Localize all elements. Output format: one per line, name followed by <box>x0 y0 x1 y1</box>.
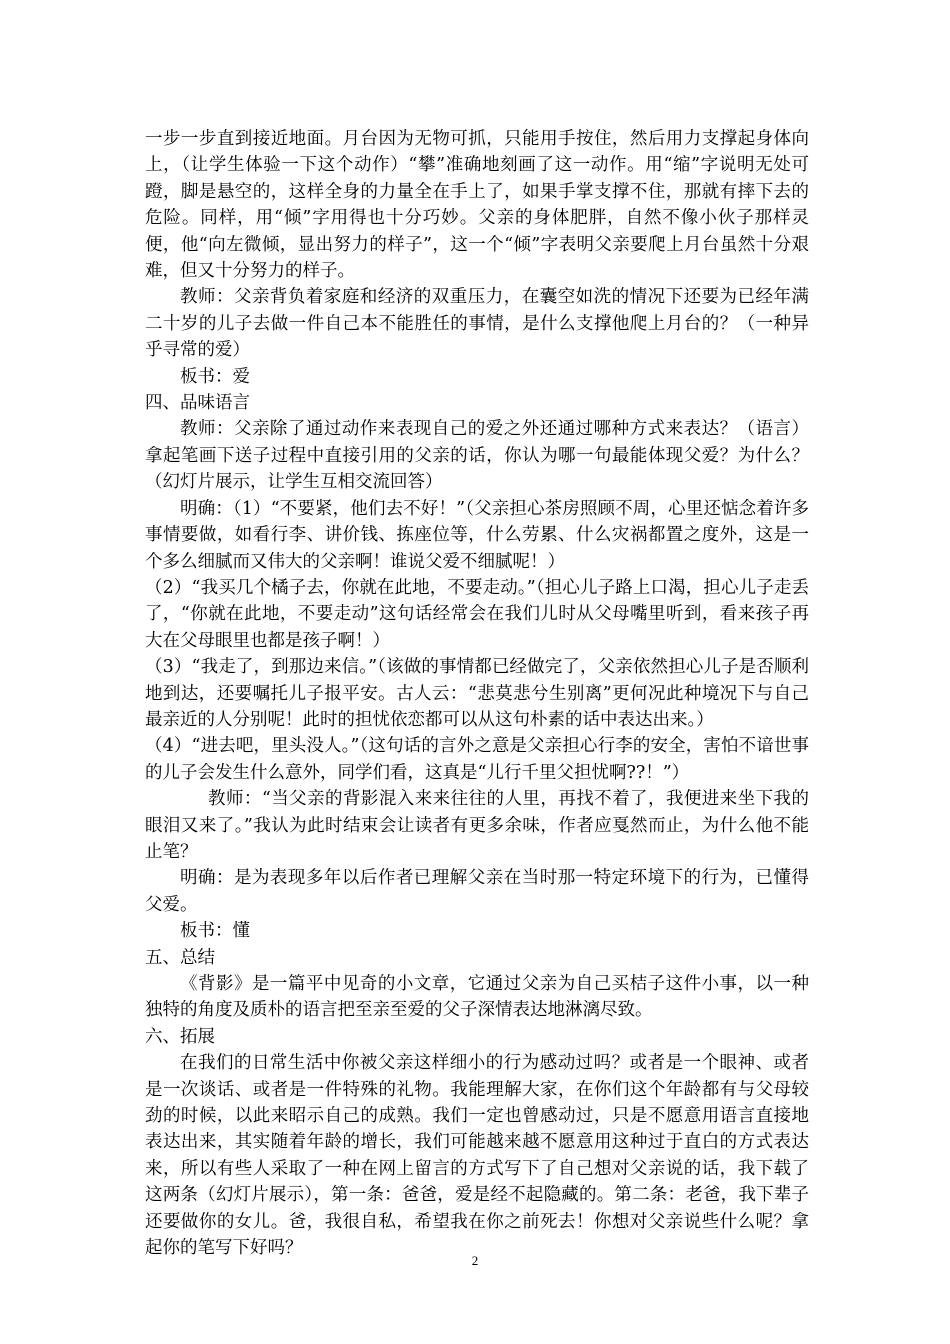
paragraph-8: 教师：“当父亲的背影混入来来往往的人里，再找不着了，我便进来坐下我的眼泪又来了。”我认为此时结束会让读者有更多余味，作者应戛然而止，为什么他不能止笔？ <box>145 789 809 862</box>
paragraph-7: （4）“进去吧，里头没人。”（这句话的言外之意是父亲担心行李的安全，害怕不谙世事的儿子会发生什么意外，同学们看，这真是“儿行千里父担忧啊??！”） <box>145 736 809 783</box>
paragraph-11: 在我们的日常生活中你被父亲这样细小的行为感动过吗？或者是一个眼神、或者是一次谈话、或者是一件特殊的礼物。我能理解大家，在你们这个年龄都有与父母较劲的时候，以此来昭示自己的成熟。我们一定也曾感动过，只是不愿意用语言直接地表达出来，其实随着年龄的增长，我们可能越来越不愿意用这种过于直白的方式表达来，所以有些人采取了一种在网上留言的方式写下了自己想对父亲说的话，我下载了这两条（幻灯片展示），第一条：爸爸，爱是经不起隐藏的。第二条：老爸，我下辈子还要做你的女儿。爸，我很自私，希望我在你之前死去！你想对父亲说些什么呢？拿起你的笔写下好吗？ <box>145 1053 809 1259</box>
board-note-understand: 板书：懂 <box>180 921 250 942</box>
section-heading-4: 四、品味语言 <box>145 393 250 414</box>
section-heading-5: 五、总结 <box>145 947 215 968</box>
paragraph-6: （3）“我走了，到那边来信。”（该做的事情都已经做完了，父亲依然担心儿子是否顺利地到达，还要嘱托儿子报平安。古人云：“悲莫悲兮生别离”更何况此种境况下与自己最亲近的人分别呢！此时的担忧依恋都可以从这句朴素的话中表达出来。） <box>145 657 809 730</box>
board-note-love: 板书：爱 <box>180 366 250 387</box>
paragraph-10: 《背影》是一篇平中见奇的小文章，它通过父亲为自己买桔子这件小事，以一种独特的角度及质朴的语言把至亲至爱的父子深情表达地淋漓尽致。 <box>145 974 809 1021</box>
paragraph-1: 一步一步直到接近地面。月台因为无物可抓，只能用手按住，然后用力支撑起身体向上，（让学生体验一下这个动作）“攀”准确地刻画了这一动作。用“缩”字说明无处可蹬，脚是悬空的，这样全身的力量全在手上了，如果手掌支撑不住，那就有摔下去的危险。同样，用“倾”字用得也十分巧妙。父亲的身体肥胖，自然不像小伙子那样灵便，他“向左微倾，显出努力的样子”，这一个“倾”字表明父亲要爬上月台虽然十分艰难，但又十分努力的样子。 <box>145 129 809 282</box>
body-text <box>145 126 809 1261</box>
paragraph-9: 明确：是为表现多年以后作者已理解父亲在当时那一特定环境下的行为，已懂得父爱。 <box>145 868 809 915</box>
paragraph-5: （2）“我买几个橘子去，你就在此地，不要走动。”（担心儿子路上口渴，担心儿子走丢了，“你就在此地，不要走动”这句话经常会在我们儿时从父母嘴里听到，看来孩子再大在父母眼里也都是孩子啊！） <box>145 577 809 651</box>
paragraph-3: 教师：父亲除了通过动作来表现自己的爱之外还通过哪种方式来表达？（语言）拿起笔画下送子过程中直接引用的父亲的话，你认为哪一句最能体现父爱？为什么？（幻灯片展示，让学生互相交流回答） <box>145 419 809 493</box>
paragraph-4: 明确：（1）“不要紧，他们去不好！”（父亲担心茶房照顾不周，心里还惦念着许多事情要做，如看行李、讲价钱、拣座位等，什么劳累、什么灾祸都置之度外，这是一个多么细腻而又伟大的父亲啊！谁说父爱不细腻呢！） <box>145 498 809 572</box>
page-number: 2 <box>471 1253 479 1268</box>
section-heading-6: 六、拓展 <box>145 1026 215 1047</box>
paragraph-2: 教师：父亲背负着家庭和经济的双重压力，在囊空如洗的情况下还要为已经年满二十岁的儿子去做一件自己本不能胜任的事情，是什么支撑他爬上月台的？（一种异乎寻常的爱） <box>145 287 809 361</box>
